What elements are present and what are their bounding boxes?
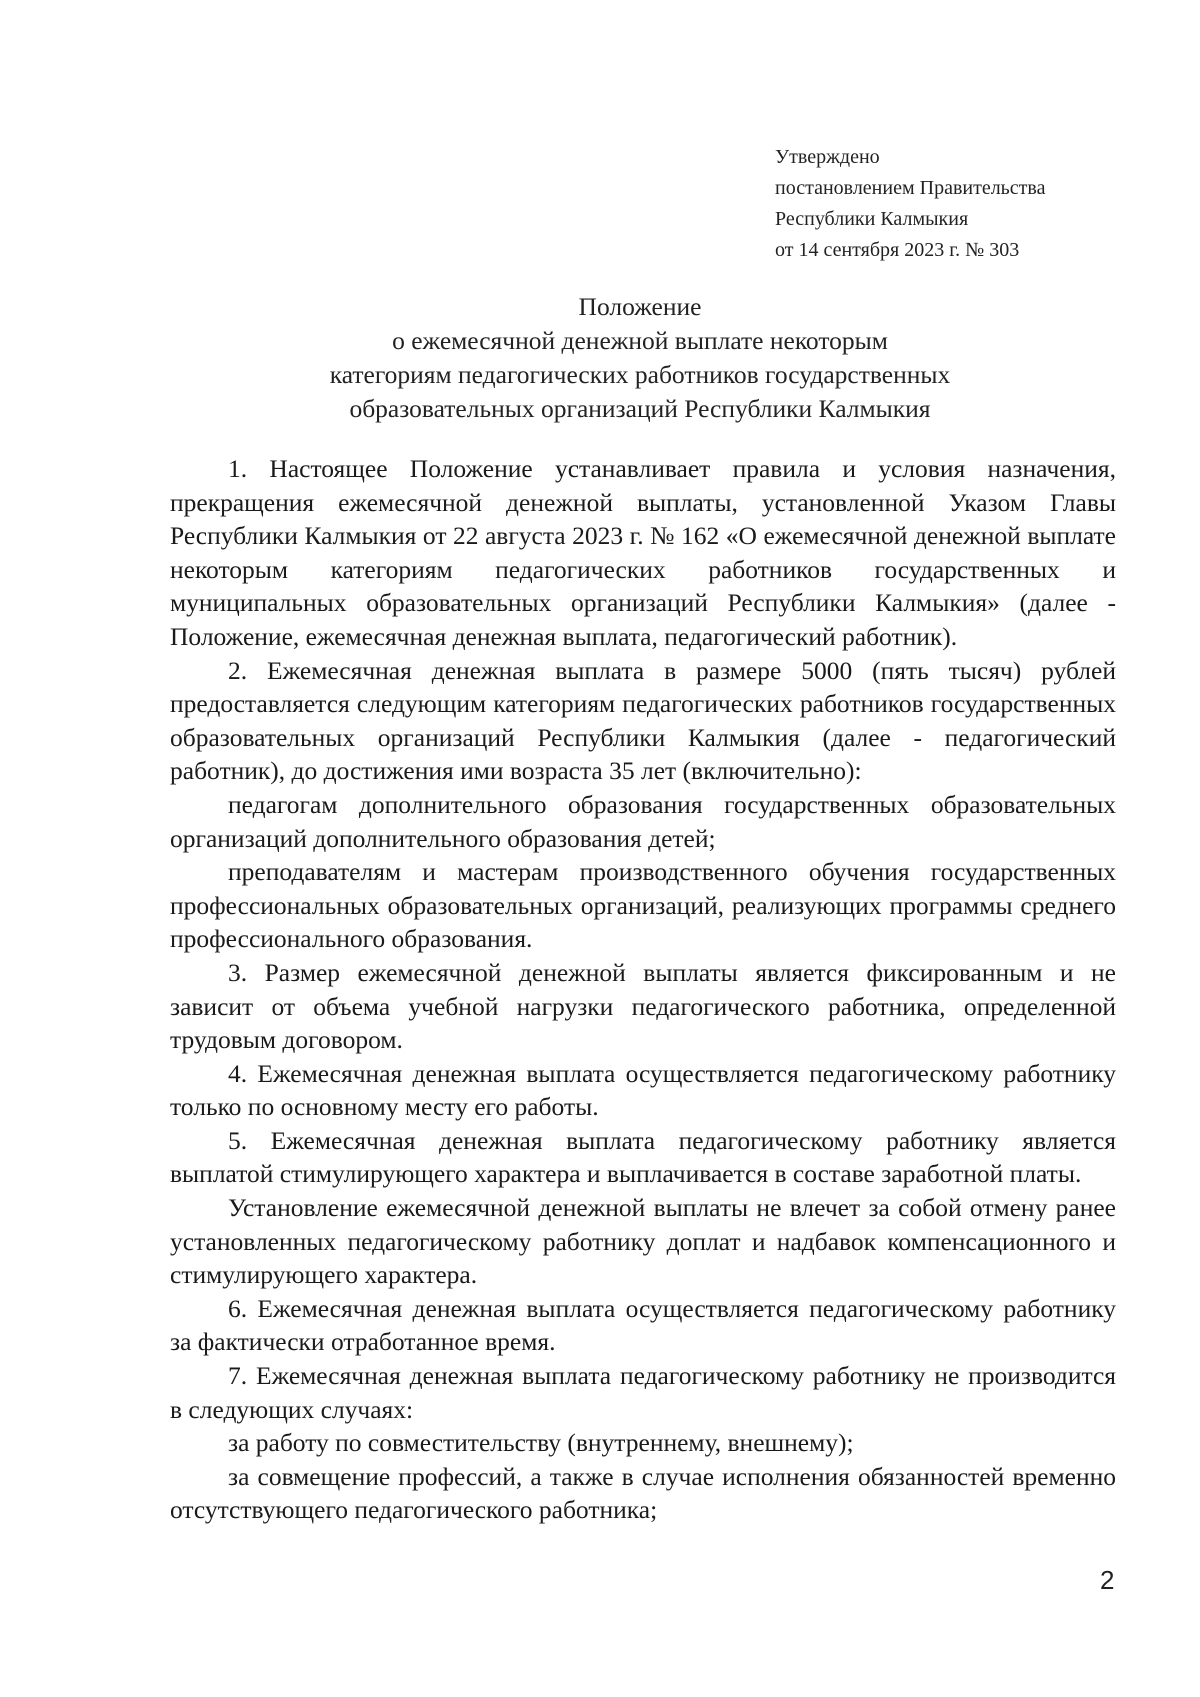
paragraph-4: 4. Ежемесячная денежная выплата осуществляется педагогическому работнику только по основному месту его работы. xyxy=(170,1058,1116,1122)
title-line: образовательных организаций Республики Калмыкия xyxy=(349,394,931,423)
title-line: о ежемесячной денежной выплате некоторым xyxy=(392,326,888,355)
approval-stamp xyxy=(775,142,1175,266)
paragraph-1: 1. Настоящее Положение устанавливает правила и условия назначения, прекращения ежемесячной денежной выплаты, установленной Указом Главы Республики Калмыкия от 22 августа 2023 г. № 162 «О ежемесячной денежной выплате некоторым категориям педагогических работников государственных и муниципальных образовательных организаций Республики Калмыкия» (далее - Положение, ежемесячная денежная выплата, педагогический работник). xyxy=(170,454,1116,651)
paragraph-5-continued: Установление ежемесячной денежной выплаты не влечет за собой отмену ранее установленных педагогическому работнику доплат и надбавок компенсационного и стимулирующего характера. xyxy=(170,1193,1116,1290)
title-line: Положение xyxy=(578,292,702,321)
paragraph-3: 3. Размер ежемесячной денежной выплаты является фиксированным и не зависит от объема учебной нагрузки педагогического работника, определенной трудовым договором. xyxy=(170,957,1116,1055)
paragraph-6: 6. Ежемесячная денежная выплата осуществляется педагогическому работнику за фактически отработанное время. xyxy=(170,1293,1116,1357)
paragraph-2: 2. Ежемесячная денежная выплата в размере 5000 (пять тысяч) рублей предоставляется следующим категориям педагогических работников государственных образовательных организаций Республики Калмыкия (далее - педагогический работник), до достижения ими возраста 35 лет (включительно): xyxy=(170,655,1116,786)
document-title xyxy=(170,290,1110,426)
paragraph-2-item-2: преподавателям и мастерам производственного обучения государственных профессиональных образовательных организаций, реализующих программы среднего профессионального образования. xyxy=(170,857,1116,954)
paragraph-7: 7. Ежемесячная денежная выплата педагогическому работнику не производится в следующих случаях: xyxy=(170,1361,1116,1424)
title-line: категориям педагогических работников государственных xyxy=(329,360,951,389)
document-body xyxy=(170,452,1116,1527)
approval-line: Республики Калмыкия xyxy=(775,208,969,230)
paragraph-2-item-1: педагогам дополнительного образования государственных образовательных организаций дополнительного образования детей; xyxy=(170,789,1116,853)
approval-date-line: от 14 сентября 2023 г. № 303 xyxy=(775,239,1020,261)
page-number: 2 xyxy=(1100,1565,1115,1595)
approval-line: Утверждено xyxy=(775,146,880,168)
paragraph-7-item-2: за совмещение профессий, а также в случае исполнения обязанностей временно отсутствующего педагогического работника; xyxy=(170,1461,1116,1525)
paragraph-5: 5. Ежемесячная денежная выплата педагогическому работнику является выплатой стимулирующего характера и выплачивается в составе заработной платы. xyxy=(170,1125,1116,1189)
paragraph-7-item-1: за работу по совместительству (внутреннему, внешнему); xyxy=(228,1428,854,1458)
approval-line: постановлением Правительства xyxy=(775,177,1046,199)
